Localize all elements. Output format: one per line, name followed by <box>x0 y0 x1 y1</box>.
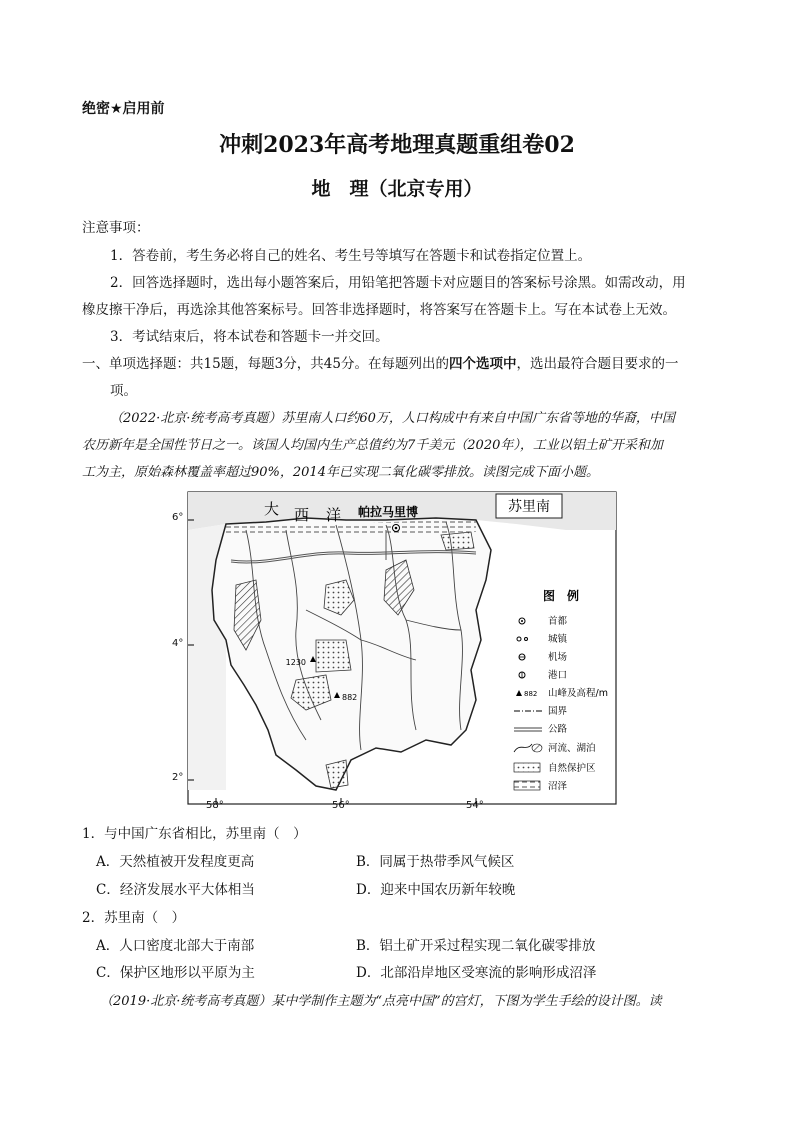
ocean-label-2: 西 <box>294 506 310 524</box>
capital-label: 帕拉马里博 <box>358 505 419 519</box>
legend-peak-sample: 882 <box>524 690 538 698</box>
question-1-option-c: C．经济发展水平大体相当 <box>96 882 255 898</box>
notice-heading: 注意事项： <box>82 220 150 236</box>
reserve-5 <box>441 532 474 550</box>
section-1-text-emphasis: 四个选项中 <box>448 356 517 372</box>
question-2-option-b: B．铝土矿开采过程实现二氧化碳零排放 <box>356 938 596 954</box>
question-1-option-a: A．天然植被开发程度更高 <box>96 854 255 870</box>
passage-2-line1: （2019·北京·统考高考真题）某中学制作主题为“点亮中国”的宫灯，下图为学生手绘的设计图。读 <box>100 994 662 1009</box>
legend-town: 城镇 <box>548 634 568 645</box>
exam-title: 冲刺2023年高考地理真题重组卷02 <box>219 132 575 158</box>
lon-label-54: 54° <box>466 800 484 811</box>
peak-882-label: 882 <box>342 693 358 702</box>
legend-swamp: 沼泽 <box>548 781 568 792</box>
legend-title: 图 例 <box>542 589 580 603</box>
peak-1230-label: 1230 <box>285 658 306 667</box>
section-1-instruction-line2: 项。 <box>110 383 137 399</box>
suriname-map-svg <box>186 490 618 806</box>
legend-town-icon <box>517 637 521 641</box>
country-name: 苏里南 <box>508 499 550 515</box>
lat-label-2: 2° <box>172 772 184 783</box>
question-1-option-d: D．迎来中国农历新年较晚 <box>356 882 516 898</box>
passage-1-line3: 工为主，原始森林覆盖率超过90%，2014年已实现二氧化碳零排放。读图完成下面小题。 <box>82 465 599 480</box>
ocean-label-3: 洋 <box>326 506 342 524</box>
question-1-option-b: B．同属于热带季风气候区 <box>356 854 515 870</box>
exam-subtitle: 地 理（北京专用） <box>311 178 483 200</box>
legend-road: 公路 <box>548 724 568 735</box>
lat-label-6: 6° <box>172 512 184 523</box>
legend-swamp-icon <box>514 781 540 790</box>
legend-river: 河流、湖泊 <box>548 743 596 754</box>
legend-peak: 山峰及高程/m <box>548 688 608 699</box>
section-1-instruction <box>82 352 678 372</box>
question-1: 1．与中国广东省相比，苏里南（ ） <box>82 826 307 842</box>
section-1-text-a: 一、单项选择题：共15题，每题3分，共45分。在每题列出的 <box>82 356 449 372</box>
question-2-option-d: D．北部沿岸地区受寒流的影响形成沼泽 <box>356 965 597 981</box>
legend-border: 国界 <box>548 706 568 717</box>
lon-label-58: 58° <box>206 800 224 811</box>
capital-marker-dot <box>395 527 398 530</box>
notice-item-2-line2: 橡皮擦干净后，再选涂其他答案标号。回答非选择题时，将答案写在答题卡上。写在本试卷上无效。 <box>82 302 676 318</box>
question-2-option-a: A．人口密度北部大于南部 <box>96 938 255 954</box>
legend-reserve: 自然保护区 <box>548 763 596 774</box>
legend-port: 港口 <box>548 670 568 681</box>
lat-label-4: 4° <box>172 638 184 649</box>
section-1-text-c: ，选出最符合题目要求的一 <box>516 356 679 372</box>
question-2-option-c: C．保护区地形以平原为主 <box>96 965 255 981</box>
confidential-mark: 绝密★启用前 <box>82 101 165 117</box>
notice-item-3: 3．考试结束后，将本试卷和答题卡一并交回。 <box>110 329 389 345</box>
question-2: 2．苏里南（ ） <box>82 910 186 926</box>
reserve-2 <box>316 640 351 672</box>
legend-capital: 首都 <box>548 616 568 627</box>
notice-item-2-line1: 2．回答选择题时，选出每小题答案后，用铅笔把答题卡对应题目的答案标号涂黑。如需改动，用 <box>110 275 686 291</box>
notice-item-1: 1．答卷前，考生务必将自己的姓名、考生号等填写在答题卡和试卷指定位置上。 <box>110 248 592 264</box>
legend-reserve-icon <box>514 763 540 772</box>
passage-1-line2: 农历新年是全国性节日之一。该国人均国内生产总值约为7千美元（2020年），工业以铝土矿开采和加 <box>82 438 663 453</box>
ocean-label-1: 大 <box>264 500 280 518</box>
legend-airport: 机场 <box>548 652 568 663</box>
suriname-map <box>172 490 618 811</box>
lon-label-56: 56° <box>332 800 350 811</box>
passage-1-line1: （2022·北京·统考高考真题）苏里南人口约60万，人口构成中有来自中国广东省等地的华裔，中国 <box>110 411 675 426</box>
